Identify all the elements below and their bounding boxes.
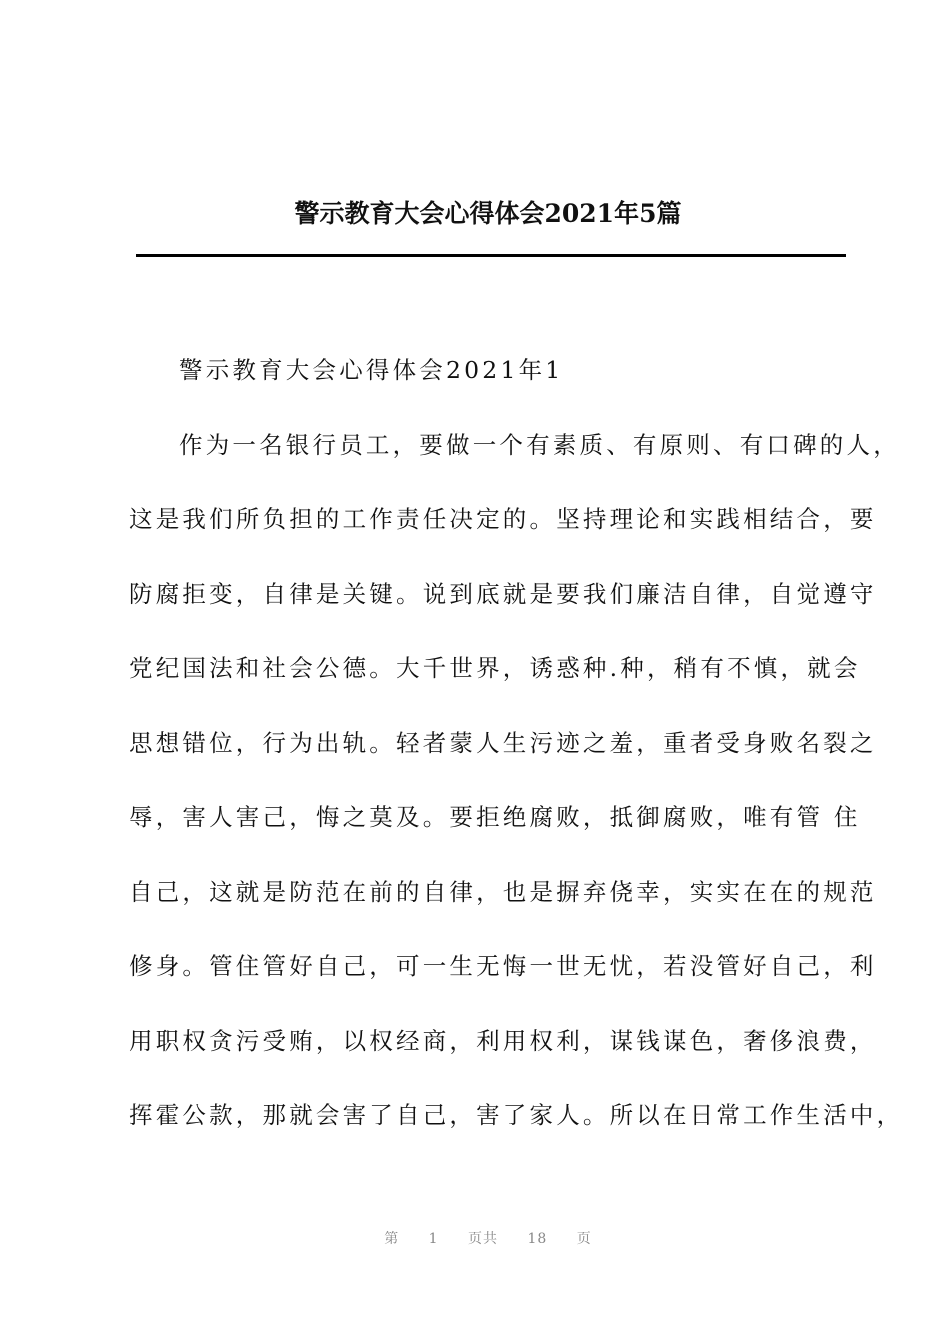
paragraph-line: 挥霍公款，那就会害了自己，害了家人。所以在日常工作生活中， [129,1101,904,1129]
paragraph-line: 思想错位，行为出轨。轻者蒙人生污迹之羞，重者受身败名裂之 [129,728,877,757]
total-pages-number: 18 [527,1231,548,1247]
document-body [129,345,904,1165]
title-underline [136,254,846,257]
paragraph-line: 自己，这就是防范在前的自律，也是摒弃侥幸，实实在在的规范 [129,877,877,906]
document-title: 警示教育大会心得体会2021年5篇 [294,199,682,228]
page-label-prefix: 第 [384,1231,400,1247]
paragraph-line: 防腐拒变，自律是关键。说到底就是要我们廉洁自律，自觉遵守 [129,579,877,608]
paragraph-line: 修身。管住管好自己，可一生无悔一世无忧，若没管好自己，利 [129,952,877,980]
section-heading: 警示教育大会心得体会2021年1 [179,356,564,384]
page-label-suffix: 页 [576,1231,592,1247]
paragraph-line: 辱，害人害己，悔之莫及。要拒绝腐败，抵御腐败，唯有管 住 [129,803,861,831]
paragraph-line: 作为一名银行员工，要做一个有素质、有原则、有口碑的人， [179,430,900,459]
current-page-number: 1 [428,1231,439,1247]
paragraph-line: 党纪国法和社会公德。大千世界，诱惑种.种，稍有不慎，就会 [129,654,861,682]
paragraph-line: 这是我们所负担的工作责任决定的。坚持理论和实践相结合，要 [129,505,877,533]
page-footer [0,1228,950,1248]
paragraph-line: 用职权贪污受贿，以权经商，利用权利，谋钱谋色，奢侈浪费， [129,1026,877,1055]
page-label-mid: 页共 [468,1231,499,1247]
